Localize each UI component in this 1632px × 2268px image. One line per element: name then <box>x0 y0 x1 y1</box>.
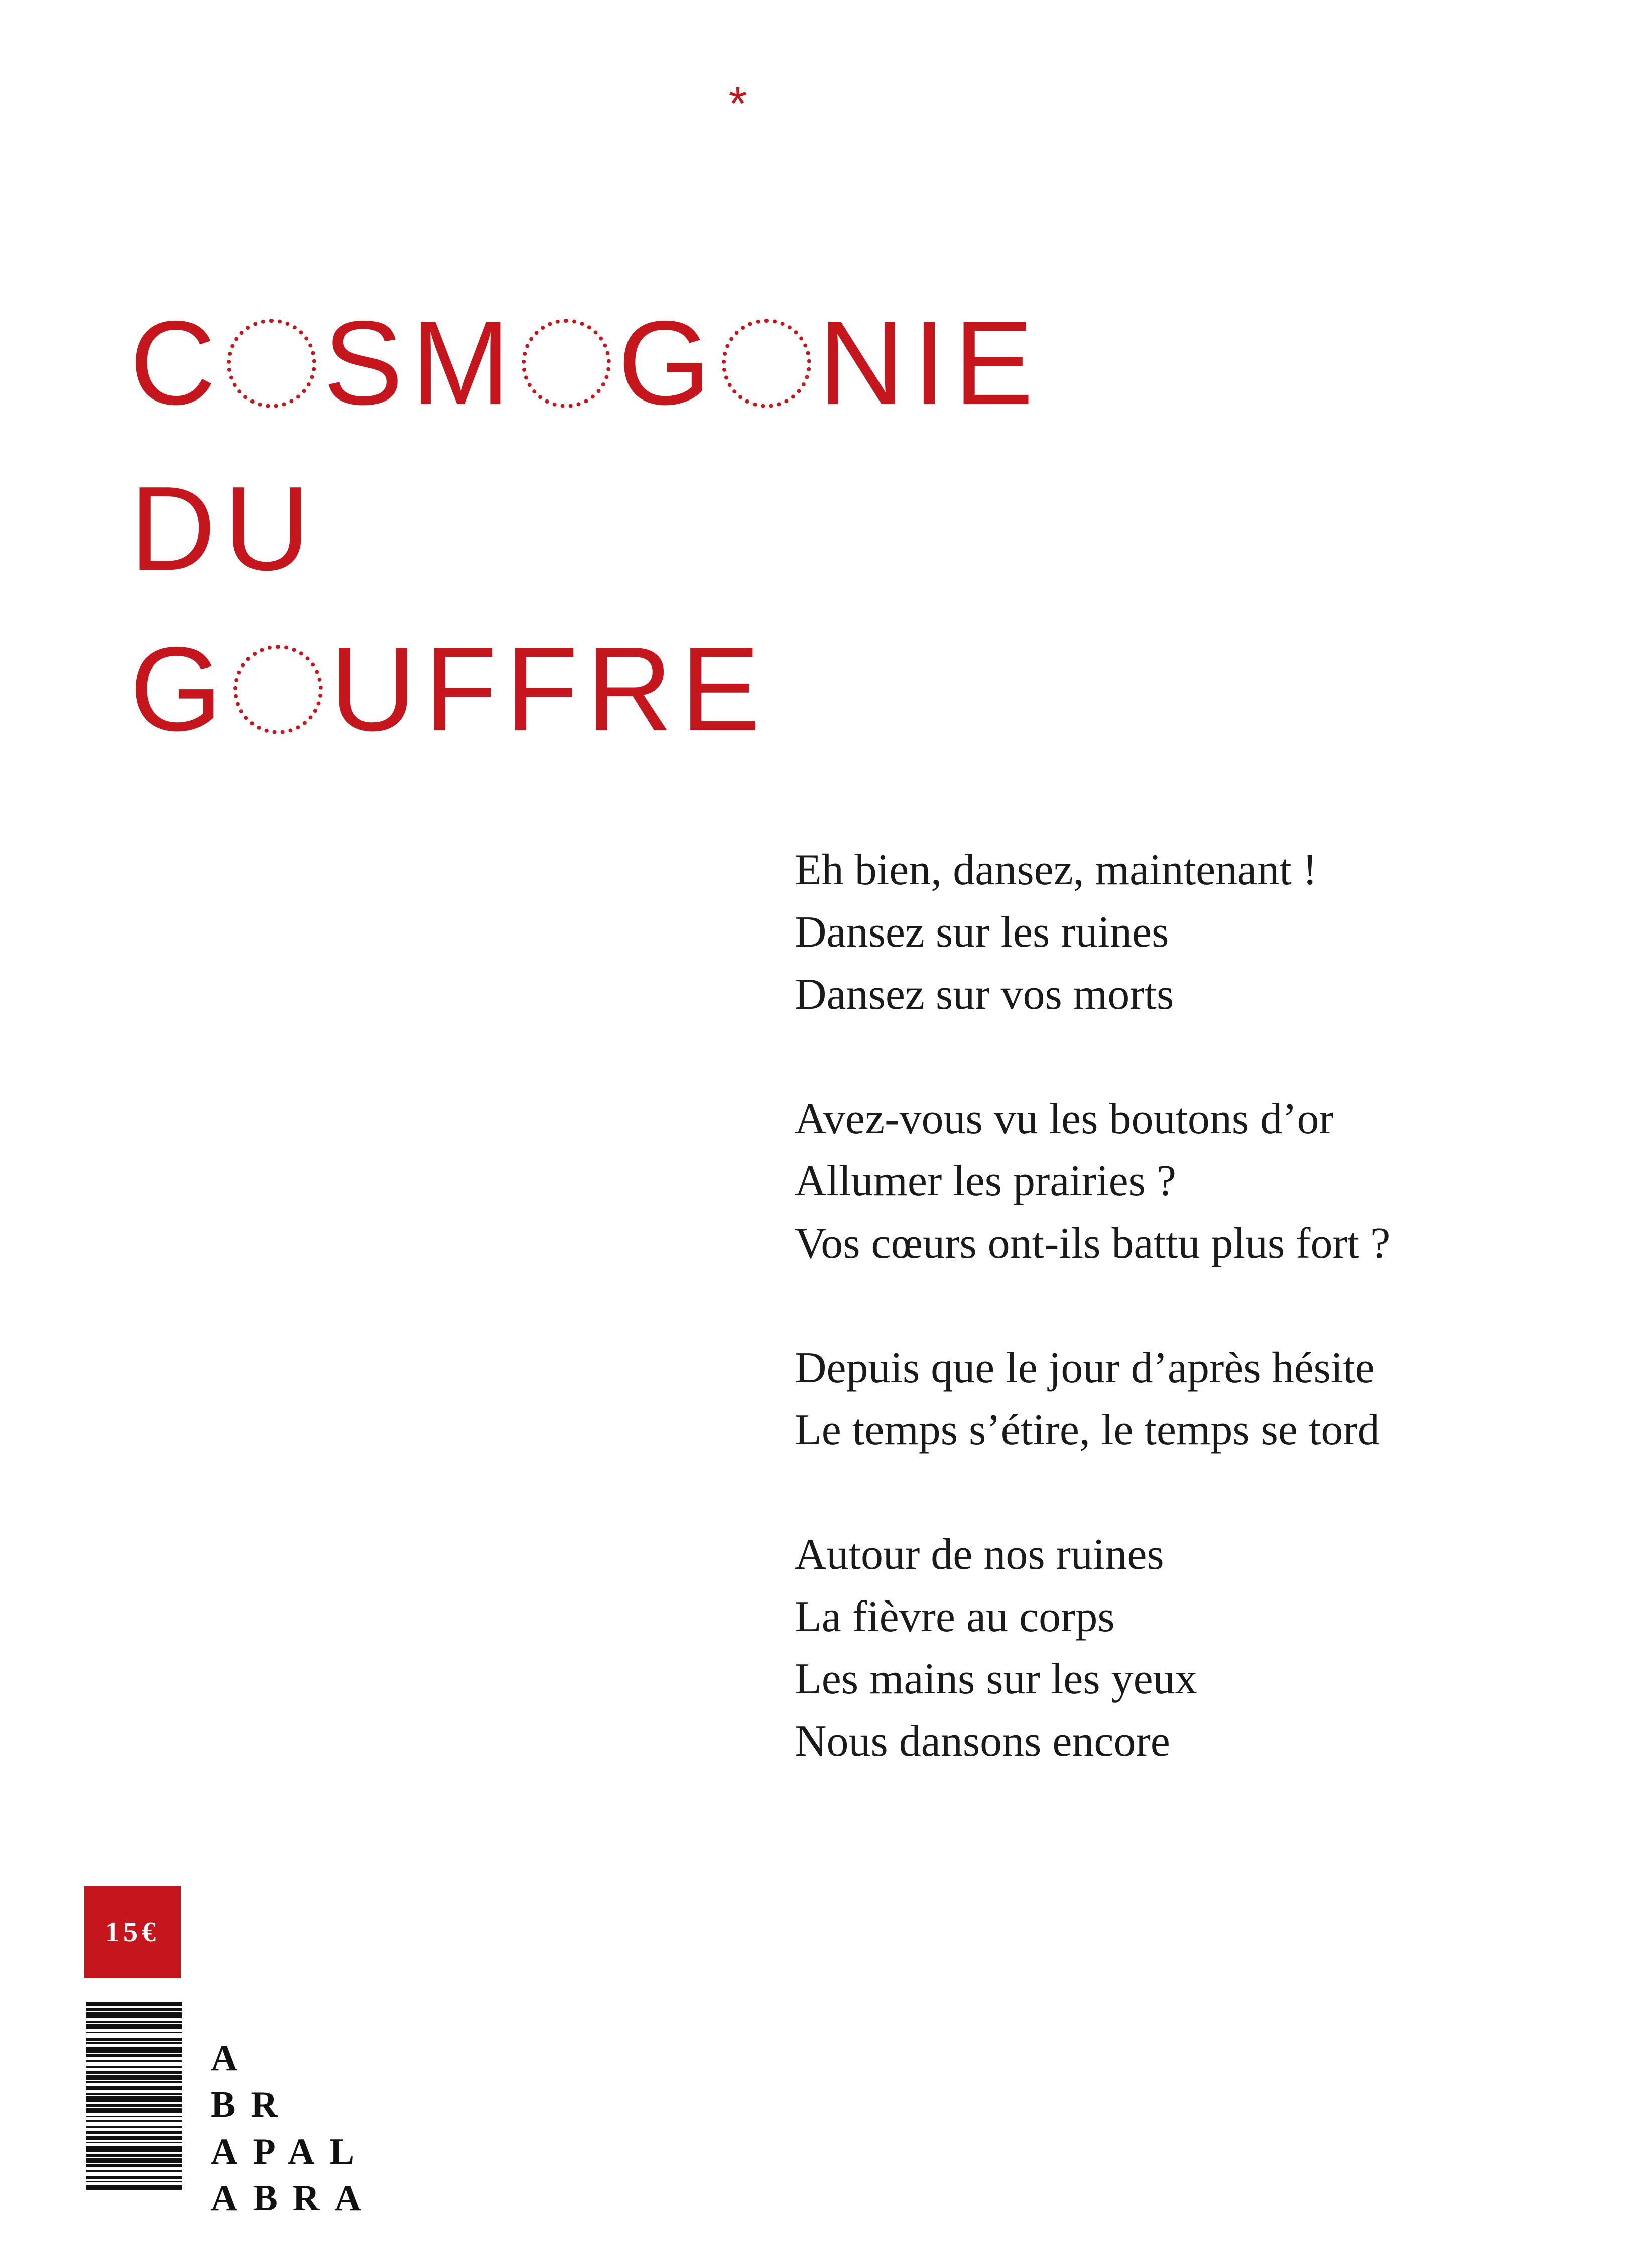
dotted-o-icon <box>522 319 611 408</box>
title-line-gouffre <box>130 623 769 756</box>
poem-stanza <box>795 839 1598 1026</box>
publisher-logo <box>211 2035 376 2222</box>
title-letters: G <box>617 297 719 430</box>
poem-stanza <box>795 1337 1598 1461</box>
dotted-o-icon <box>227 319 316 408</box>
publisher-logo-line: APAL <box>211 2131 369 2172</box>
poem-line: Dansez sur les ruines <box>795 908 1169 957</box>
poem-stanza <box>795 1524 1598 1773</box>
title-letters: C <box>130 297 224 430</box>
publisher-logo-line: ABRA <box>211 2178 376 2219</box>
poem-line: Allumer les prairies ? <box>795 1157 1176 1206</box>
price-badge: 15€ <box>84 1886 181 1978</box>
title-letters: UFFRE <box>330 623 769 756</box>
poem-line: Les mains sur les yeux <box>795 1655 1197 1703</box>
poem-line: Autour de nos ruines <box>795 1530 1164 1579</box>
poem-stanza <box>795 1088 1598 1275</box>
title-line-cosmogonie <box>130 297 1042 430</box>
title-line-du <box>130 462 318 595</box>
publisher-logo-line: BR <box>211 2084 293 2125</box>
dotted-o-icon <box>722 319 811 408</box>
barcode-icon <box>86 2002 182 2217</box>
poem-line: Le temps s’étire, le temps se tord <box>795 1406 1380 1454</box>
publisher-logo-line: A <box>211 2038 253 2079</box>
title-letters: NIE <box>818 297 1042 430</box>
asterisk-ornament: * <box>728 77 747 130</box>
poem-line: Depuis que le jour d’après hésite <box>795 1344 1375 1392</box>
dotted-o-icon <box>233 645 323 734</box>
poem-line: Nous dansons encore <box>795 1717 1170 1766</box>
title-letters: G <box>130 623 231 756</box>
poem <box>795 839 1598 1835</box>
poem-line: Avez-vous vu les boutons d’or <box>795 1095 1334 1143</box>
title-letters: DU <box>130 462 318 595</box>
poem-line: Vos cœurs ont-ils battu plus fort ? <box>795 1219 1391 1268</box>
poem-line: La fièvre au corps <box>795 1592 1115 1641</box>
poem-line: Dansez sur vos morts <box>795 970 1174 1019</box>
title-letters: SM <box>323 297 519 430</box>
poem-line: Eh bien, dansez, maintenant ! <box>795 846 1317 894</box>
